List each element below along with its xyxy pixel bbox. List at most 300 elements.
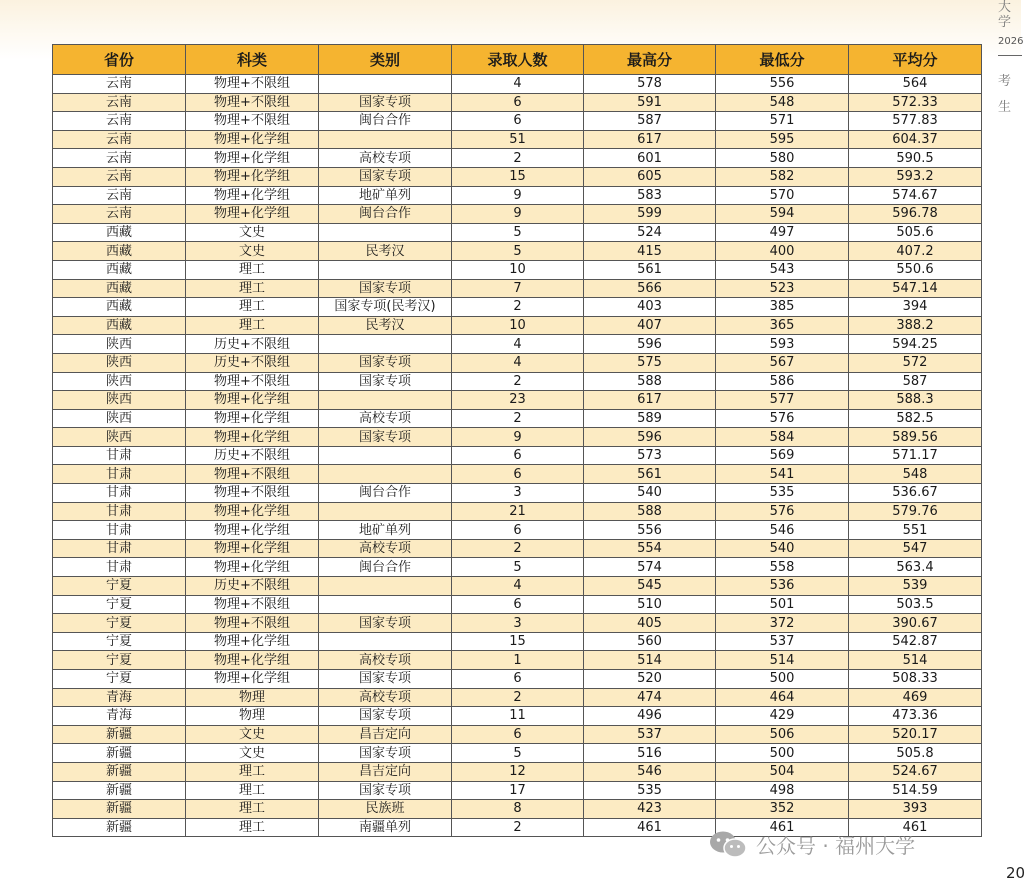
cell-avg-score: 469 bbox=[849, 688, 982, 707]
cell-max-score: 535 bbox=[584, 781, 716, 800]
cell-subject: 理工 bbox=[186, 818, 319, 837]
cell-province: 甘肃 bbox=[53, 484, 186, 503]
cell-subject: 理工 bbox=[186, 260, 319, 279]
table-row bbox=[53, 446, 982, 465]
table-row bbox=[53, 130, 982, 149]
cell-subject: 物理 bbox=[186, 688, 319, 707]
cell-min-score: 506 bbox=[716, 725, 849, 744]
side-divider bbox=[998, 55, 1022, 56]
cell-province: 新疆 bbox=[53, 762, 186, 781]
table-row bbox=[53, 762, 982, 781]
cell-avg-score: 503.5 bbox=[849, 595, 982, 614]
cell-avg-score: 590.5 bbox=[849, 149, 982, 168]
cell-avg-score: 524.67 bbox=[849, 762, 982, 781]
header-max-score: 最高分 bbox=[584, 45, 716, 75]
cell-avg-score: 550.6 bbox=[849, 260, 982, 279]
cell-min-score: 548 bbox=[716, 93, 849, 112]
cell-category: 昌吉定向 bbox=[319, 725, 452, 744]
cell-subject: 物理+化学组 bbox=[186, 167, 319, 186]
cell-province: 甘肃 bbox=[53, 502, 186, 521]
cell-min-score: 593 bbox=[716, 335, 849, 354]
cell-max-score: 537 bbox=[584, 725, 716, 744]
cell-subject: 物理+化学组 bbox=[186, 539, 319, 558]
cell-category bbox=[319, 465, 452, 484]
table-row bbox=[53, 149, 982, 168]
cell-admitted-count: 7 bbox=[452, 279, 584, 298]
cell-province: 甘肃 bbox=[53, 465, 186, 484]
cell-max-score: 605 bbox=[584, 167, 716, 186]
cell-province: 甘肃 bbox=[53, 558, 186, 577]
cell-province: 宁夏 bbox=[53, 614, 186, 633]
cell-min-score: 500 bbox=[716, 670, 849, 689]
cell-category: 高校专项 bbox=[319, 688, 452, 707]
table-row bbox=[53, 521, 982, 540]
cell-max-score: 405 bbox=[584, 614, 716, 633]
cell-min-score: 385 bbox=[716, 298, 849, 317]
cell-category: 闽台合作 bbox=[319, 112, 452, 131]
cell-avg-score: 564 bbox=[849, 75, 982, 94]
cell-subject: 物理 bbox=[186, 707, 319, 726]
cell-min-score: 546 bbox=[716, 521, 849, 540]
cell-max-score: 596 bbox=[584, 335, 716, 354]
cell-min-score: 536 bbox=[716, 577, 849, 596]
cell-avg-score: 571.17 bbox=[849, 446, 982, 465]
cell-province: 云南 bbox=[53, 149, 186, 168]
cell-avg-score: 514.59 bbox=[849, 781, 982, 800]
cell-subject: 物理+不限组 bbox=[186, 595, 319, 614]
cell-min-score: 540 bbox=[716, 539, 849, 558]
cell-subject: 物理+化学组 bbox=[186, 428, 319, 447]
table-row bbox=[53, 372, 982, 391]
cell-province: 青海 bbox=[53, 707, 186, 726]
cell-min-score: 501 bbox=[716, 595, 849, 614]
cell-admitted-count: 5 bbox=[452, 223, 584, 242]
table-row bbox=[53, 391, 982, 410]
cell-category bbox=[319, 130, 452, 149]
cell-max-score: 617 bbox=[584, 130, 716, 149]
table-row bbox=[53, 725, 982, 744]
cell-avg-score: 390.67 bbox=[849, 614, 982, 633]
cell-subject: 物理+不限组 bbox=[186, 112, 319, 131]
cell-admitted-count: 6 bbox=[452, 465, 584, 484]
table-row bbox=[53, 93, 982, 112]
cell-admitted-count: 6 bbox=[452, 521, 584, 540]
cell-province: 云南 bbox=[53, 75, 186, 94]
cell-avg-score: 520.17 bbox=[849, 725, 982, 744]
cell-avg-score: 547 bbox=[849, 539, 982, 558]
cell-admitted-count: 5 bbox=[452, 744, 584, 763]
table-row bbox=[53, 167, 982, 186]
wechat-watermark bbox=[708, 826, 915, 862]
cell-admitted-count: 5 bbox=[452, 242, 584, 261]
cell-subject: 物理+化学组 bbox=[186, 186, 319, 205]
adjacent-page-edge bbox=[996, 0, 1024, 887]
cell-admitted-count: 3 bbox=[452, 614, 584, 633]
cell-avg-score: 563.4 bbox=[849, 558, 982, 577]
table-row bbox=[53, 577, 982, 596]
cell-subject: 物理+不限组 bbox=[186, 372, 319, 391]
cell-min-score: 464 bbox=[716, 688, 849, 707]
cell-avg-score: 593.2 bbox=[849, 167, 982, 186]
table-row bbox=[53, 614, 982, 633]
cell-province: 陕西 bbox=[53, 372, 186, 391]
cell-category: 国家专项(民考汉) bbox=[319, 298, 452, 317]
cell-min-score: 580 bbox=[716, 149, 849, 168]
cell-max-score: 575 bbox=[584, 353, 716, 372]
cell-avg-score: 461 bbox=[849, 818, 982, 837]
cell-avg-score: 579.76 bbox=[849, 502, 982, 521]
cell-subject: 物理+化学组 bbox=[186, 502, 319, 521]
header-admitted-count: 录取人数 bbox=[452, 45, 584, 75]
cell-admitted-count: 15 bbox=[452, 632, 584, 651]
cell-category: 国家专项 bbox=[319, 353, 452, 372]
table-row bbox=[53, 298, 982, 317]
cell-province: 陕西 bbox=[53, 428, 186, 447]
cell-max-score: 554 bbox=[584, 539, 716, 558]
cell-max-score: 514 bbox=[584, 651, 716, 670]
table-row bbox=[53, 223, 982, 242]
cell-subject: 文史 bbox=[186, 725, 319, 744]
cell-admitted-count: 6 bbox=[452, 93, 584, 112]
cell-max-score: 574 bbox=[584, 558, 716, 577]
admission-score-table-container bbox=[52, 44, 981, 837]
cell-max-score: 545 bbox=[584, 577, 716, 596]
cell-min-score: 556 bbox=[716, 75, 849, 94]
cell-min-score: 569 bbox=[716, 446, 849, 465]
cell-min-score: 567 bbox=[716, 353, 849, 372]
cell-admitted-count: 2 bbox=[452, 372, 584, 391]
cell-min-score: 570 bbox=[716, 186, 849, 205]
table-row bbox=[53, 670, 982, 689]
cell-category: 高校专项 bbox=[319, 409, 452, 428]
cell-category bbox=[319, 260, 452, 279]
cell-avg-score: 577.83 bbox=[849, 112, 982, 131]
table-row bbox=[53, 651, 982, 670]
cell-admitted-count: 2 bbox=[452, 818, 584, 837]
cell-category: 高校专项 bbox=[319, 149, 452, 168]
cell-min-score: 365 bbox=[716, 316, 849, 335]
cell-category: 国家专项 bbox=[319, 428, 452, 447]
cell-admitted-count: 3 bbox=[452, 484, 584, 503]
cell-min-score: 584 bbox=[716, 428, 849, 447]
cell-max-score: 415 bbox=[584, 242, 716, 261]
cell-category: 高校专项 bbox=[319, 651, 452, 670]
cell-min-score: 372 bbox=[716, 614, 849, 633]
cell-min-score: 504 bbox=[716, 762, 849, 781]
header-subject: 科类 bbox=[186, 45, 319, 75]
cell-admitted-count: 10 bbox=[452, 260, 584, 279]
cell-category: 地矿单列 bbox=[319, 186, 452, 205]
cell-min-score: 429 bbox=[716, 707, 849, 726]
cell-subject: 物理+化学组 bbox=[186, 670, 319, 689]
cell-subject: 物理+化学组 bbox=[186, 130, 319, 149]
cell-min-score: 400 bbox=[716, 242, 849, 261]
cell-category bbox=[319, 75, 452, 94]
cell-subject: 物理+化学组 bbox=[186, 391, 319, 410]
cell-avg-score: 393 bbox=[849, 800, 982, 819]
table-row bbox=[53, 428, 982, 447]
cell-avg-score: 604.37 bbox=[849, 130, 982, 149]
cell-province: 西藏 bbox=[53, 242, 186, 261]
side-year: 2026 bbox=[998, 36, 1024, 47]
wechat-icon bbox=[708, 829, 748, 859]
cell-category bbox=[319, 632, 452, 651]
cell-category: 国家专项 bbox=[319, 167, 452, 186]
cell-avg-score: 551 bbox=[849, 521, 982, 540]
header-province: 省份 bbox=[53, 45, 186, 75]
cell-province: 宁夏 bbox=[53, 651, 186, 670]
cell-admitted-count: 15 bbox=[452, 167, 584, 186]
cell-avg-score: 473.36 bbox=[849, 707, 982, 726]
cell-admitted-count: 9 bbox=[452, 205, 584, 224]
cell-province: 西藏 bbox=[53, 260, 186, 279]
cell-admitted-count: 4 bbox=[452, 577, 584, 596]
cell-province: 西藏 bbox=[53, 316, 186, 335]
table-row bbox=[53, 539, 982, 558]
cell-subject: 理工 bbox=[186, 298, 319, 317]
table-row bbox=[53, 186, 982, 205]
cell-min-score: 543 bbox=[716, 260, 849, 279]
cell-subject: 物理+化学组 bbox=[186, 149, 319, 168]
cell-max-score: 496 bbox=[584, 707, 716, 726]
cell-province: 陕西 bbox=[53, 409, 186, 428]
cell-category bbox=[319, 502, 452, 521]
header-category: 类别 bbox=[319, 45, 452, 75]
cell-subject: 物理+不限组 bbox=[186, 75, 319, 94]
cell-admitted-count: 6 bbox=[452, 670, 584, 689]
cell-max-score: 520 bbox=[584, 670, 716, 689]
cell-category: 国家专项 bbox=[319, 614, 452, 633]
cell-category bbox=[319, 595, 452, 614]
cell-max-score: 474 bbox=[584, 688, 716, 707]
cell-province: 西藏 bbox=[53, 279, 186, 298]
table-body bbox=[53, 75, 982, 837]
cell-province: 甘肃 bbox=[53, 539, 186, 558]
header-min-score: 最低分 bbox=[716, 45, 849, 75]
cell-min-score: 537 bbox=[716, 632, 849, 651]
table-row bbox=[53, 484, 982, 503]
cell-max-score: 560 bbox=[584, 632, 716, 651]
cell-subject: 物理+化学组 bbox=[186, 521, 319, 540]
cell-admitted-count: 12 bbox=[452, 762, 584, 781]
cell-subject: 理工 bbox=[186, 762, 319, 781]
table-row bbox=[53, 688, 982, 707]
cell-category bbox=[319, 335, 452, 354]
table-row bbox=[53, 242, 982, 261]
cell-avg-score: 514 bbox=[849, 651, 982, 670]
cell-min-score: 576 bbox=[716, 502, 849, 521]
cell-subject: 物理+不限组 bbox=[186, 614, 319, 633]
cell-max-score: 601 bbox=[584, 149, 716, 168]
cell-subject: 物理+化学组 bbox=[186, 558, 319, 577]
cell-min-score: 500 bbox=[716, 744, 849, 763]
cell-province: 西藏 bbox=[53, 223, 186, 242]
cell-avg-score: 508.33 bbox=[849, 670, 982, 689]
cell-max-score: 596 bbox=[584, 428, 716, 447]
cell-category: 高校专项 bbox=[319, 539, 452, 558]
cell-subject: 文史 bbox=[186, 223, 319, 242]
cell-avg-score: 388.2 bbox=[849, 316, 982, 335]
cell-admitted-count: 6 bbox=[452, 725, 584, 744]
cell-max-score: 510 bbox=[584, 595, 716, 614]
cell-max-score: 556 bbox=[584, 521, 716, 540]
cell-province: 新疆 bbox=[53, 800, 186, 819]
cell-max-score: 403 bbox=[584, 298, 716, 317]
cell-province: 新疆 bbox=[53, 744, 186, 763]
cell-category: 地矿单列 bbox=[319, 521, 452, 540]
cell-province: 云南 bbox=[53, 167, 186, 186]
cell-subject: 物理+化学组 bbox=[186, 205, 319, 224]
cell-max-score: 407 bbox=[584, 316, 716, 335]
cell-subject: 历史+不限组 bbox=[186, 577, 319, 596]
table-row bbox=[53, 465, 982, 484]
cell-subject: 历史+不限组 bbox=[186, 446, 319, 465]
cell-admitted-count: 6 bbox=[452, 112, 584, 131]
cell-avg-score: 536.67 bbox=[849, 484, 982, 503]
cell-province: 云南 bbox=[53, 130, 186, 149]
cell-province: 西藏 bbox=[53, 298, 186, 317]
cell-min-score: 595 bbox=[716, 130, 849, 149]
cell-admitted-count: 2 bbox=[452, 539, 584, 558]
cell-province: 青海 bbox=[53, 688, 186, 707]
cell-category: 南疆单列 bbox=[319, 818, 452, 837]
cell-admitted-count: 1 bbox=[452, 651, 584, 670]
cell-admitted-count: 10 bbox=[452, 316, 584, 335]
admission-score-table bbox=[52, 44, 982, 837]
cell-subject: 理工 bbox=[186, 781, 319, 800]
cell-max-score: 561 bbox=[584, 260, 716, 279]
cell-admitted-count: 2 bbox=[452, 298, 584, 317]
table-row bbox=[53, 744, 982, 763]
cell-province: 陕西 bbox=[53, 335, 186, 354]
cell-category bbox=[319, 391, 452, 410]
cell-min-score: 576 bbox=[716, 409, 849, 428]
cell-max-score: 423 bbox=[584, 800, 716, 819]
cell-province: 甘肃 bbox=[53, 446, 186, 465]
table-row bbox=[53, 335, 982, 354]
side-char-2: 学 bbox=[998, 15, 1012, 30]
cell-avg-score: 587 bbox=[849, 372, 982, 391]
cell-category: 国家专项 bbox=[319, 670, 452, 689]
cell-min-score: 498 bbox=[716, 781, 849, 800]
cell-admitted-count: 9 bbox=[452, 186, 584, 205]
cell-max-score: 546 bbox=[584, 762, 716, 781]
cell-max-score: 578 bbox=[584, 75, 716, 94]
cell-subject: 物理+化学组 bbox=[186, 632, 319, 651]
cell-province: 云南 bbox=[53, 205, 186, 224]
cell-max-score: 540 bbox=[584, 484, 716, 503]
cell-category: 民族班 bbox=[319, 800, 452, 819]
cell-subject: 物理+不限组 bbox=[186, 465, 319, 484]
cell-avg-score: 596.78 bbox=[849, 205, 982, 224]
cell-province: 新疆 bbox=[53, 725, 186, 744]
cell-category: 昌吉定向 bbox=[319, 762, 452, 781]
page-number: 20 bbox=[1006, 864, 1025, 882]
cell-admitted-count: 17 bbox=[452, 781, 584, 800]
cell-province: 云南 bbox=[53, 93, 186, 112]
watermark-text: 公众号 · 福州大学 bbox=[756, 833, 916, 858]
cell-min-score: 571 bbox=[716, 112, 849, 131]
side-text-top bbox=[998, 0, 1011, 30]
cell-admitted-count: 2 bbox=[452, 149, 584, 168]
cell-min-score: 523 bbox=[716, 279, 849, 298]
cell-admitted-count: 4 bbox=[452, 335, 584, 354]
cell-category bbox=[319, 223, 452, 242]
cell-admitted-count: 2 bbox=[452, 688, 584, 707]
table-row bbox=[53, 409, 982, 428]
cell-admitted-count: 8 bbox=[452, 800, 584, 819]
table-row bbox=[53, 205, 982, 224]
cell-avg-score: 588.3 bbox=[849, 391, 982, 410]
cell-admitted-count: 23 bbox=[452, 391, 584, 410]
cell-subject: 物理+不限组 bbox=[186, 93, 319, 112]
cell-avg-score: 582.5 bbox=[849, 409, 982, 428]
side-char-1: 大 bbox=[998, 0, 1012, 15]
table-row bbox=[53, 632, 982, 651]
cell-avg-score: 394 bbox=[849, 298, 982, 317]
side-char-4: 生 bbox=[998, 100, 1012, 115]
cell-admitted-count: 21 bbox=[452, 502, 584, 521]
cell-min-score: 514 bbox=[716, 651, 849, 670]
cell-category: 民考汉 bbox=[319, 316, 452, 335]
cell-max-score: 588 bbox=[584, 372, 716, 391]
table-row bbox=[53, 558, 982, 577]
side-char-3: 考 bbox=[998, 74, 1012, 89]
cell-avg-score: 547.14 bbox=[849, 279, 982, 298]
cell-province: 云南 bbox=[53, 112, 186, 131]
cell-subject: 历史+不限组 bbox=[186, 353, 319, 372]
cell-min-score: 461 bbox=[716, 818, 849, 837]
cell-max-score: 588 bbox=[584, 502, 716, 521]
cell-avg-score: 542.87 bbox=[849, 632, 982, 651]
cell-province: 陕西 bbox=[53, 353, 186, 372]
cell-max-score: 461 bbox=[584, 818, 716, 837]
cell-max-score: 561 bbox=[584, 465, 716, 484]
cell-province: 新疆 bbox=[53, 781, 186, 800]
table-row bbox=[53, 316, 982, 335]
cell-category: 闽台合作 bbox=[319, 484, 452, 503]
cell-min-score: 558 bbox=[716, 558, 849, 577]
cell-province: 新疆 bbox=[53, 818, 186, 837]
cell-max-score: 566 bbox=[584, 279, 716, 298]
cell-province: 宁夏 bbox=[53, 577, 186, 596]
table-row bbox=[53, 75, 982, 94]
cell-min-score: 582 bbox=[716, 167, 849, 186]
cell-category bbox=[319, 446, 452, 465]
table-header-row bbox=[53, 45, 982, 75]
cell-subject: 文史 bbox=[186, 242, 319, 261]
cell-category bbox=[319, 577, 452, 596]
cell-max-score: 573 bbox=[584, 446, 716, 465]
cell-province: 宁夏 bbox=[53, 595, 186, 614]
cell-category: 闽台合作 bbox=[319, 558, 452, 577]
cell-admitted-count: 11 bbox=[452, 707, 584, 726]
cell-max-score: 583 bbox=[584, 186, 716, 205]
table-row bbox=[53, 781, 982, 800]
cell-category: 国家专项 bbox=[319, 93, 452, 112]
cell-min-score: 577 bbox=[716, 391, 849, 410]
cell-max-score: 524 bbox=[584, 223, 716, 242]
table-row bbox=[53, 502, 982, 521]
cell-subject: 文史 bbox=[186, 744, 319, 763]
cell-admitted-count: 51 bbox=[452, 130, 584, 149]
cell-province: 云南 bbox=[53, 186, 186, 205]
cell-subject: 历史+不限组 bbox=[186, 335, 319, 354]
cell-min-score: 535 bbox=[716, 484, 849, 503]
cell-admitted-count: 4 bbox=[452, 75, 584, 94]
cell-avg-score: 594.25 bbox=[849, 335, 982, 354]
cell-max-score: 617 bbox=[584, 391, 716, 410]
